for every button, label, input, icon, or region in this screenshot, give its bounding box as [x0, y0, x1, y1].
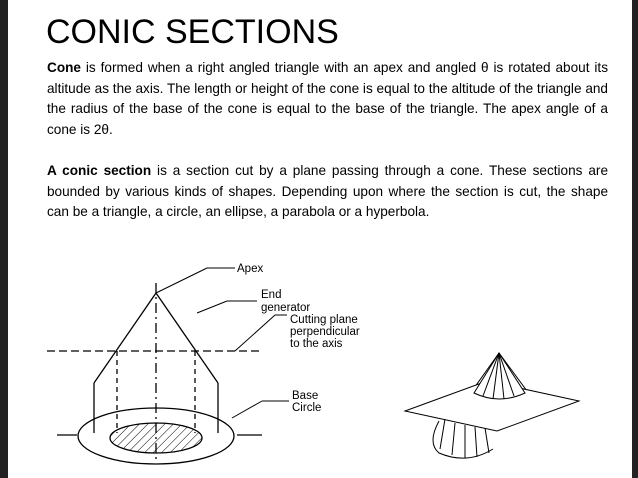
lower-rib-2 — [452, 423, 455, 455]
lower-rib-1 — [440, 419, 445, 449]
base-circle-leader — [232, 401, 262, 418]
label-cutting-plane-3: to the axis — [290, 338, 343, 350]
cone-definition-paragraph — [47, 58, 608, 140]
cone-3d-illustration — [405, 353, 579, 458]
label-end-generator-1: End — [261, 289, 282, 301]
base-hatched-section — [110, 423, 202, 453]
label-base-circle-1: Base — [292, 390, 319, 402]
cone-front-view — [47, 283, 262, 464]
right-border-bar — [632, 0, 638, 478]
cone-term: Cone — [47, 60, 81, 75]
slide-body — [47, 58, 608, 243]
conic-section-term: A conic section — [47, 162, 152, 178]
cone-left-generator — [94, 293, 156, 383]
slide-title: CONIC SECTIONS — [46, 13, 339, 51]
lower-rib-4 — [475, 427, 477, 457]
lower-rib-5 — [485, 428, 489, 453]
cone-diagram-svg — [47, 253, 608, 472]
end-generator-leader — [197, 301, 227, 313]
apex-leader — [156, 268, 207, 293]
label-cutting-plane-2: perpendicular — [290, 326, 360, 338]
cone-definition-text: is formed when a right angled triangle with an apex and angled θ is rotated about its altitude as the axis. The length or height of the cone is equal to the altitude of the triangle and the radius of the base of the cone is equal to the base of the triangle. The apex angle of a cone is 2θ. — [47, 60, 608, 137]
label-cutting-plane-1: Cutting plane — [290, 314, 358, 326]
cutting-plane-leader — [235, 315, 275, 351]
label-base-circle-2: Circle — [292, 402, 322, 414]
conic-section-paragraph — [47, 161, 608, 223]
conic-section-text: is a section cut by a plane passing through a cone. These sections are bounded by various kinds of shapes. Depending upon where the section is cut, the shape can be a triangle, a circle, an ellipse, a parabola or a hyperbola. — [47, 162, 608, 220]
left-border-bar — [0, 0, 8, 478]
cone-right-generator — [156, 293, 218, 383]
label-end-generator-2: generator — [261, 302, 311, 314]
cone-diagram — [47, 253, 608, 472]
label-apex: Apex — [237, 263, 264, 275]
